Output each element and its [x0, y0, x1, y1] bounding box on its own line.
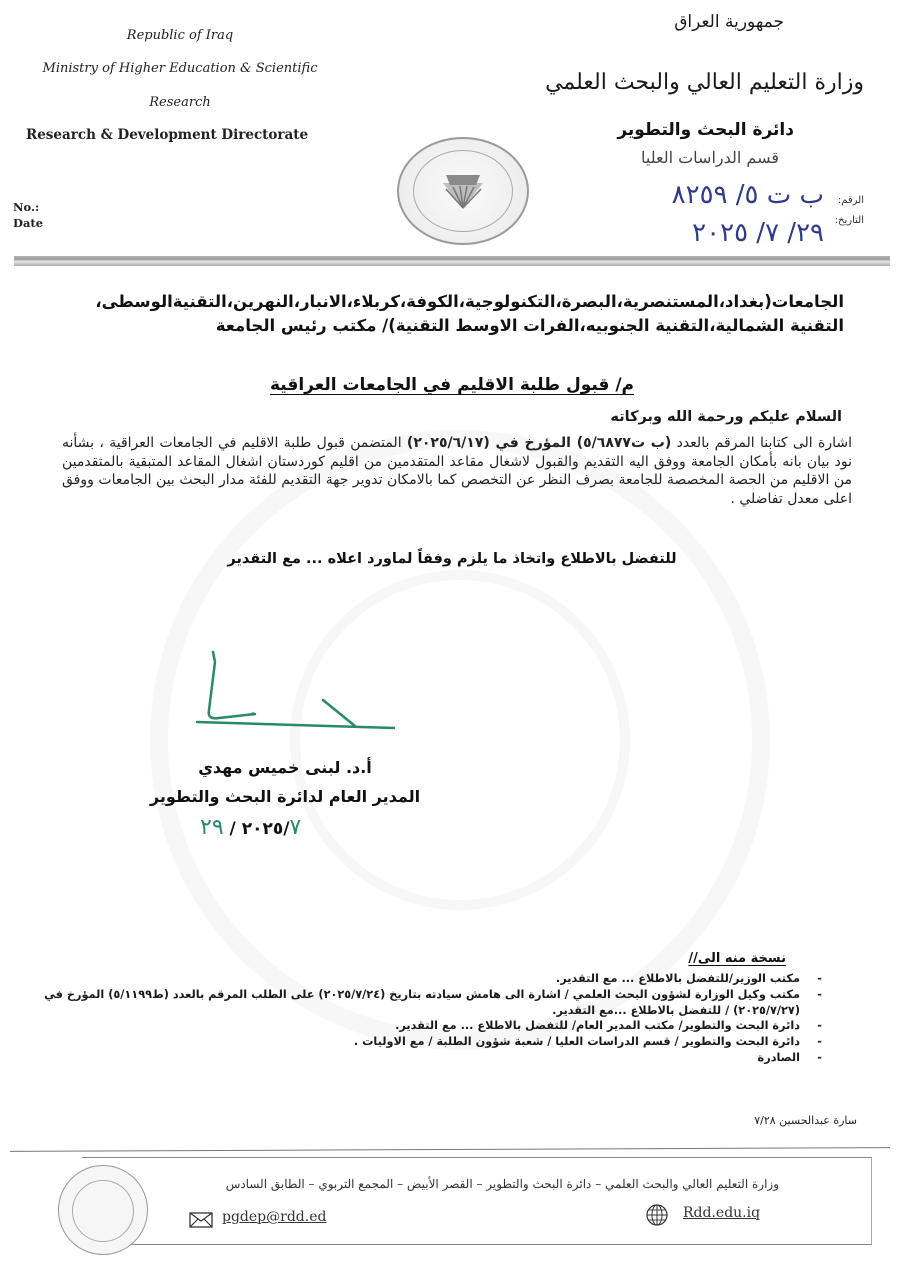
- ministry-watermark-inner: [290, 570, 630, 910]
- closing-line: للتفضل بالاطلاع واتخاذ ما يلزم وفقاً لماورد اعلاه ... مع التقدير: [227, 551, 677, 567]
- header-en-ministry-2: Research: [149, 95, 211, 110]
- header-ar-ministry: وزارة التعليم العالي والبحث العلمي: [545, 70, 864, 95]
- footer-address: وزارة التعليم العالي والبحث العلمي – دائرة البحث والتطوير – القصر الأبيض – المجمع التربوي – الطابق السادس: [225, 1177, 779, 1191]
- handwritten-date: ٢٩/ ٧/ ٢٠٢٥: [692, 218, 824, 248]
- subject-text: م/ قبول طلبة الاقليم في الجامعات العراقية: [269, 375, 635, 395]
- signature-date-day: ٢٩: [200, 815, 224, 840]
- signature-icon: [195, 640, 395, 740]
- header-en-republic: Republic of Iraq: [126, 28, 234, 43]
- footer-box: [82, 1157, 872, 1245]
- handwritten-ref-number: ب ت ٥/ ٨٢٥٩: [671, 180, 824, 210]
- body-paragraph: [62, 434, 852, 508]
- ref-date-label: التاريخ:: [834, 215, 864, 226]
- cc-item: - مكتب وكيل الوزارة لشؤون البحث العلمي / اشارة الى هامش سيادته بتاريخ (٢٠٢٥/٧/٢٤) على الطلب المرقم بالعدد (ط٥/١١٩٩) المؤرخ في (٢٠٢٥/٧/٢٧) / للتفضل بالاطلاع ...مع التقدير.: [44, 987, 822, 1017]
- body-paragraph-reference: (ب ت٥/٦٨٧٧) المؤرخ في (٢٠٢٥/٦/١٧): [406, 435, 672, 451]
- signature-date-month: ٧: [289, 815, 302, 840]
- footer-email-link[interactable]: pgdep@rdd.ed: [222, 1209, 327, 1225]
- body-paragraph-part-1: اشارة الى كتابنا المرقم بالعدد: [671, 435, 852, 451]
- footer-divider: [10, 1147, 890, 1152]
- cc-title: نسخة منه الى//: [688, 951, 786, 966]
- seal-emblem-icon: [438, 163, 488, 213]
- addressee-line-1: الجامعات(بغداد،المستنصرية،البصرة،التكنولوجية،الكوفة،كربلاء،الانبار،النهرين،التقنيةالوسطى،: [95, 292, 844, 311]
- body-paragraph-part-2: المتضمن قبول طلبة الاقليم في الجامعات العراقية ، بشأنه نود بيان بانه بأمكان الجامعة ووفق اليه التقديم والقبول لاشغال مقاعد المتقدمين من اقليم كوردستان اشغال المقاعد المتبقية بالمتقدمين من الاقليم من الحصة المخصصة للجامعة بصرف النظر عن التخصص كما بالامكان تدوير جهة التقديم للفئة مدار البحث بين الجامعات ووفق اعلى معدل تفاضلي .: [62, 435, 852, 507]
- header-ar-department: دائرة البحث والتطوير: [617, 120, 794, 140]
- ref-number-label: الرقم:: [837, 195, 864, 206]
- cc-item: - دائرة البحث والتطوير / قسم الدراسات العليا / شعبة شؤون الطلبة / مع الاوليات .: [353, 1035, 822, 1049]
- addressee-line-2: التقنية الشمالية،التقنية الجنوبيه،الفرات الاوسط التقنية)/ مكتب رئيس الجامعة: [215, 316, 844, 335]
- cc-item: - دائرة البحث والتطوير/ مكتب المدير العام/ للتفضل بالاطلاع ... مع التقدير.: [395, 1019, 822, 1033]
- footer-website-link[interactable]: Rdd.edu.iq: [683, 1205, 761, 1221]
- header-divider: [14, 256, 890, 266]
- signature-date: ٢٠٢٥/٧ / ٢٩: [200, 815, 302, 840]
- header-en-ministry: Ministry of Higher Education & Scientific: [42, 61, 318, 76]
- footer-seal-inner: [72, 1180, 134, 1242]
- cc-list: [32, 971, 822, 1066]
- subject-line: [0, 375, 904, 395]
- envelope-icon: [189, 1212, 213, 1228]
- greeting: السلام عليكم ورحمة الله وبركاته: [610, 409, 842, 425]
- cc-item: - الصادرة: [757, 1050, 822, 1064]
- typist-initials: سارة عبدالحسين ٧/٢٨: [754, 1114, 857, 1127]
- header-ar-republic: جمهورية العراق: [674, 12, 784, 32]
- signatory-title: المدير العام لدائرة البحث والتطوير: [149, 787, 421, 806]
- number-label: No.:: [13, 200, 40, 214]
- header-ar-section: قسم الدراسات العليا: [640, 148, 779, 167]
- globe-icon: [645, 1203, 669, 1227]
- header-en-directorate: Research & Development Directorate: [26, 127, 309, 143]
- signatory-name: أ.د. لبنى خميس مهدي: [198, 758, 372, 777]
- signature-date-year: ٢٠٢٥: [241, 819, 284, 839]
- cc-item: - مكتب الوزير/للتفضل بالاطلاع ... مع التقدير.: [555, 972, 822, 985]
- date-label: Date: [13, 216, 44, 230]
- addressee: [54, 290, 844, 338]
